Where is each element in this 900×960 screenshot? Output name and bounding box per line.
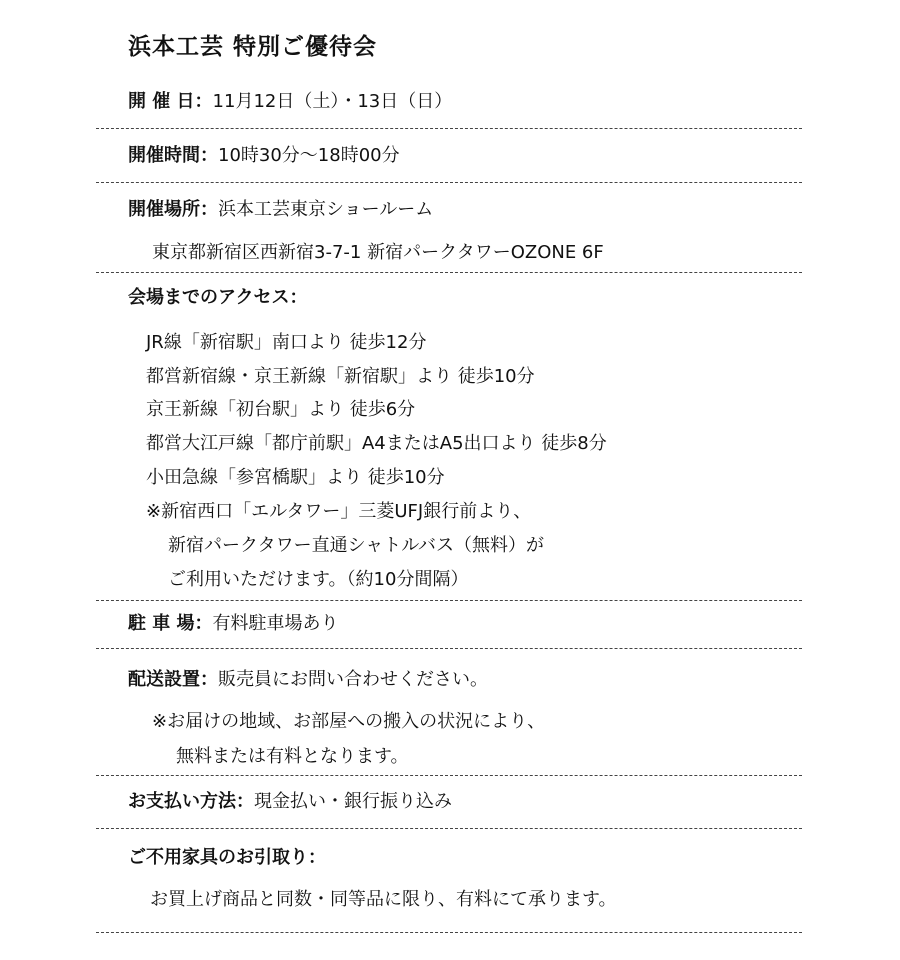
access-line: ※新宿西口「エルタワー」三菱UFJ銀行前より、 [146, 501, 532, 522]
pickup-label: ご不用家具のお引取り： [128, 847, 326, 868]
access-line: 都営大江戸線「都庁前駅」A4またはA5出口より 徒歩8分 [146, 433, 607, 454]
access-line: 京王新線「初台駅」より 徒歩6分 [146, 399, 416, 420]
venue-name: 浜本工芸東京ショールーム [218, 199, 434, 220]
payment-value: 現金払い・銀行振り込み [254, 791, 452, 812]
divider [96, 648, 802, 649]
venue-row [128, 198, 433, 222]
time-label: 開催時間： [128, 145, 218, 166]
delivery-note: ※お届けの地域、お部屋への搬入の状況により、 [152, 711, 546, 732]
venue-address: 東京都新宿区西新宿3-7-1 新宿パークタワーOZONE 6F [152, 242, 604, 263]
divider [96, 272, 802, 273]
divider [96, 128, 802, 129]
parking-value: 有料駐車場あり [212, 613, 339, 634]
venue-label: 開催場所： [128, 199, 218, 220]
delivery-note: 無料または有料となります。 [176, 746, 409, 767]
access-line: ご利用いただけます。（約10分間隔） [168, 569, 469, 590]
date-row [128, 90, 452, 114]
access-line: JR線「新宿駅」南口より 徒歩12分 [146, 332, 427, 353]
access-line: 都営新宿線・京王新線「新宿駅」より 徒歩10分 [146, 366, 535, 387]
parking-label: 駐 車 場： [128, 613, 213, 634]
access-line: 小田急線「参宮橋駅」より 徒歩10分 [146, 467, 445, 488]
pickup-label-row [128, 846, 326, 870]
delivery-row [128, 668, 488, 692]
access-label: 会場までのアクセス： [128, 287, 308, 308]
payment-label: お支払い方法： [128, 791, 254, 812]
time-row [128, 144, 400, 168]
divider [96, 182, 802, 183]
divider [96, 828, 802, 829]
page-title: 浜本工芸 特別ご優待会 [128, 34, 378, 60]
divider [96, 600, 802, 601]
delivery-value: 販売員にお問い合わせください。 [218, 669, 488, 690]
payment-row [128, 790, 452, 814]
date-value: 11月12日（土）・13日（日） [212, 91, 453, 112]
access-label-row [128, 286, 307, 310]
delivery-label: 配送設置： [128, 669, 218, 690]
access-line: 新宿パークタワー直通シャトルバス（無料）が [168, 535, 545, 556]
pickup-value: お買上げ商品と同数・同等品に限り、有料にて承ります。 [150, 889, 617, 910]
date-label: 開 催 日： [128, 91, 213, 112]
divider [96, 775, 802, 776]
parking-row [128, 612, 339, 636]
divider [96, 932, 802, 933]
time-value: 10時30分～18時00分 [218, 145, 400, 166]
